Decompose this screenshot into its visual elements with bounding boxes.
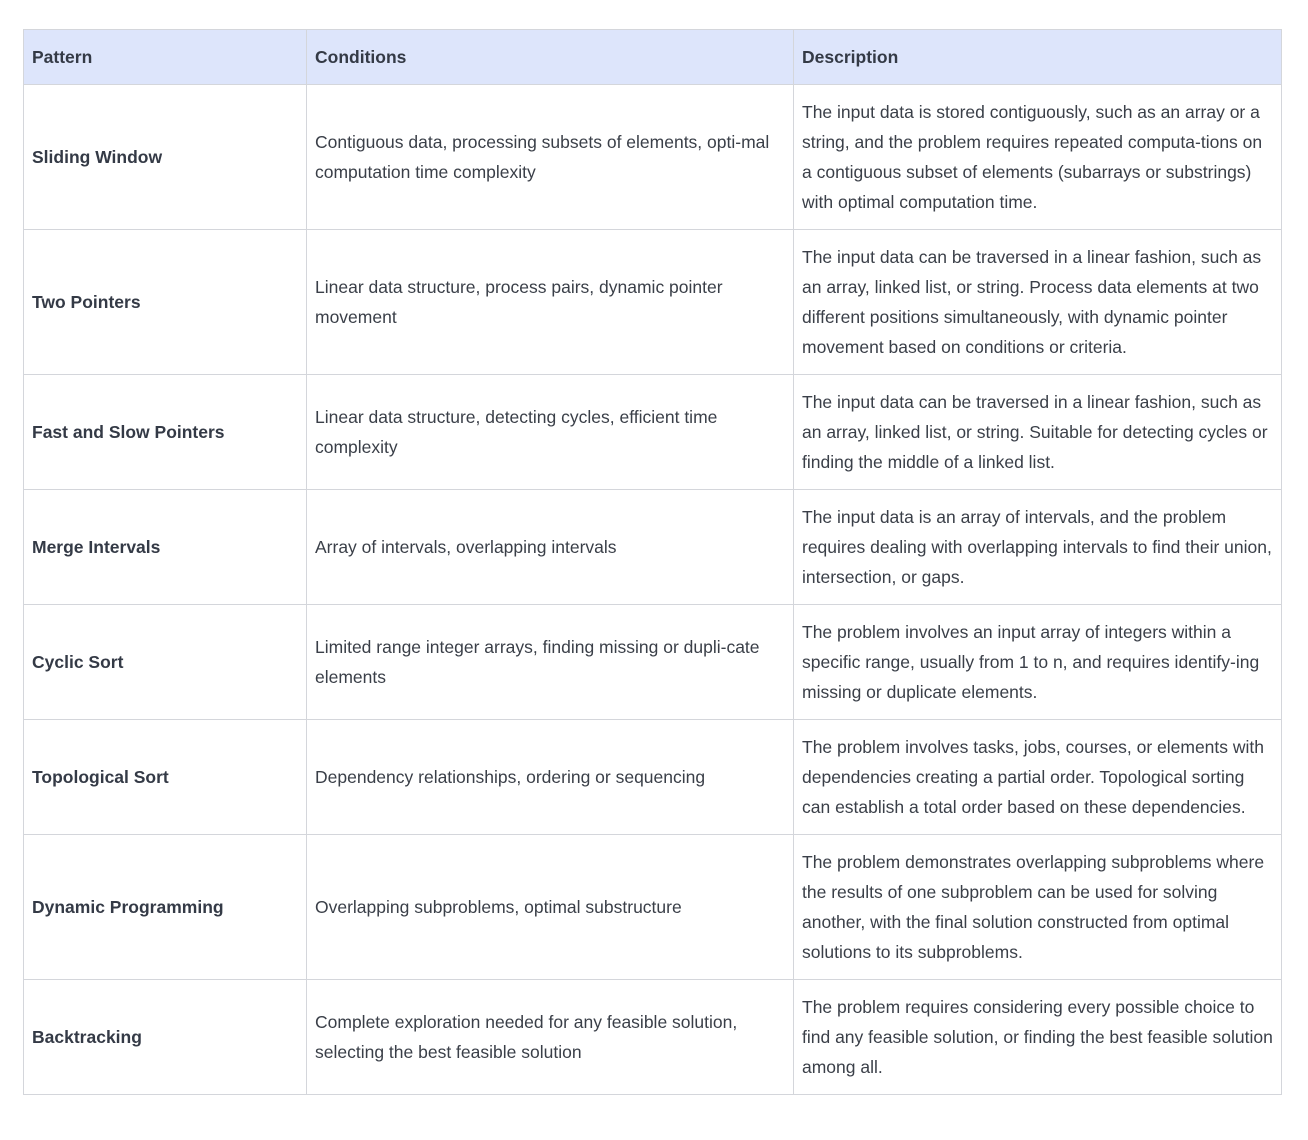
conditions-cell: Overlapping subproblems, optimal substructure: [307, 835, 794, 980]
header-pattern: Pattern: [24, 30, 307, 85]
pattern-cell: Dynamic Programming: [24, 835, 307, 980]
table-row: [24, 720, 1282, 835]
header-description: Description: [794, 30, 1282, 85]
table-row: [24, 85, 1282, 230]
pattern-cell: Topological Sort: [24, 720, 307, 835]
header-conditions: Conditions: [307, 30, 794, 85]
description-cell: The input data is an array of intervals, and the problem requires dealing with overlapping intervals to find their union, intersection, or gaps.: [794, 490, 1282, 605]
table-header: [24, 30, 1282, 85]
conditions-cell: Complete exploration needed for any feasible solution, selecting the best feasible solution: [307, 980, 794, 1095]
table-row: [24, 490, 1282, 605]
conditions-cell: Contiguous data, processing subsets of elements, opti-mal computation time complexity: [307, 85, 794, 230]
table-row: [24, 835, 1282, 980]
table-row: [24, 980, 1282, 1095]
pattern-cell: Backtracking: [24, 980, 307, 1095]
pattern-cell: Fast and Slow Pointers: [24, 375, 307, 490]
conditions-cell: Linear data structure, detecting cycles, efficient time complexity: [307, 375, 794, 490]
description-cell: The input data is stored contiguously, such as an array or a string, and the problem requires repeated computa-tions on a contiguous subset of elements (subarrays or substrings) with optimal computation time.: [794, 85, 1282, 230]
description-cell: The problem involves an input array of integers within a specific range, usually from 1 to n, and requires identify-ing missing or duplicate elements.: [794, 605, 1282, 720]
table-row: [24, 605, 1282, 720]
header-row: [24, 30, 1282, 85]
conditions-cell: Array of intervals, overlapping intervals: [307, 490, 794, 605]
description-cell: The problem demonstrates overlapping subproblems where the results of one subproblem can be used for solving another, with the final solution constructed from optimal solutions to its subproblems.: [794, 835, 1282, 980]
pattern-cell: Two Pointers: [24, 230, 307, 375]
conditions-cell: Linear data structure, process pairs, dynamic pointer movement: [307, 230, 794, 375]
description-cell: The problem requires considering every possible choice to find any feasible solution, or finding the best feasible solution among all.: [794, 980, 1282, 1095]
patterns-table-container: [23, 29, 1281, 1095]
table-row: [24, 230, 1282, 375]
description-cell: The input data can be traversed in a linear fashion, such as an array, linked list, or string. Suitable for detecting cycles or finding the middle of a linked list.: [794, 375, 1282, 490]
conditions-cell: Limited range integer arrays, finding missing or dupli-cate elements: [307, 605, 794, 720]
table-body: [24, 85, 1282, 1095]
description-cell: The input data can be traversed in a linear fashion, such as an array, linked list, or string. Process data elements at two different positions simultaneously, with dynamic pointer movement based on conditions or criteria.: [794, 230, 1282, 375]
pattern-cell: Cyclic Sort: [24, 605, 307, 720]
table-row: [24, 375, 1282, 490]
conditions-cell: Dependency relationships, ordering or sequencing: [307, 720, 794, 835]
description-cell: The problem involves tasks, jobs, courses, or elements with dependencies creating a partial order. Topological sorting can establish a total order based on these dependencies.: [794, 720, 1282, 835]
pattern-cell: Merge Intervals: [24, 490, 307, 605]
patterns-table: [23, 29, 1282, 1095]
pattern-cell: Sliding Window: [24, 85, 307, 230]
